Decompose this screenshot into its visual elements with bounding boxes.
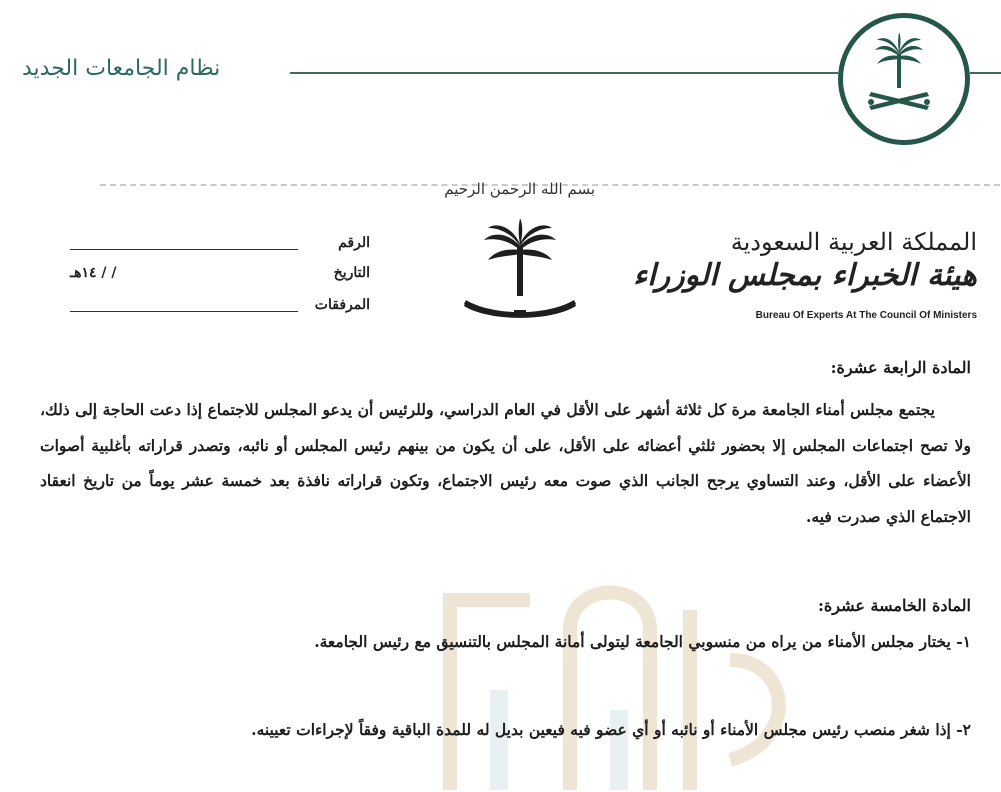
ref-date-value: / / ١٤هـ [70, 265, 117, 281]
ref-number-row [70, 235, 370, 257]
kingdom-name: المملكة العربية السعودية [730, 228, 977, 256]
palm-swords-emblem-icon [861, 32, 937, 116]
banner-divider-line [290, 72, 838, 74]
ref-attachments-label: المرفقات [314, 297, 370, 313]
bureau-name-arabic: هيئة الخبراء بمجلس الوزراء [633, 258, 977, 293]
ref-number-label: الرقم [338, 235, 370, 251]
emblem-badge [838, 13, 970, 145]
scanned-document [0, 140, 1001, 792]
document-banner [0, 0, 1001, 140]
ref-attachments-line [70, 311, 298, 312]
basmala-calligraphy: بسم الله الرحمن الرحيم [444, 180, 595, 198]
watermark-logo-icon [370, 540, 830, 792]
ref-date-row [70, 265, 370, 287]
article-14-text: يجتمع مجلس أمناء الجامعة مرة كل ثلاثة أشهر على الأقل في العام الدراسي، وللرئيس أن يدعو المجلس للاجتماع إذا دعت الحاجة إلى ذلك، ولا تصح اجتماعات المجلس إلا بحضور ثلثي أعضائه على الأقل، على أن يكون من بينهم رئيس المجلس أو نائبه، وتصدر قراراته بأغلبية أصوات الأعضاء على الأقل، وعند التساوي يرجح الجانب الذي صوت معه رئيس الاجتماع، وتكون قراراته نافذة بعد خمسة عشر يوماً من تاريخ انعقاد الاجتماع الذي صدرت فيه. [40, 400, 971, 526]
bureau-name-english: Bureau Of Experts At The Council Of Ministers [755, 310, 977, 321]
article-15-item-1: ١- يختار مجلس الأمناء من يراه من منسوبي الجامعة ليتولى أمانة المجلس بالتنسيق مع رئيس الجامعة. [314, 632, 971, 651]
article-15-title: المادة الخامسة عشرة: [818, 596, 971, 615]
ref-number-line [70, 249, 298, 250]
ref-attachments-row [70, 297, 370, 319]
article-15-item-2: ٢- إذا شغر منصب رئيس مجلس الأمناء أو نائبه أو أي عضو فيه فيعين بديل له للمدة الباقية وفقاً لإجراءات تعيينه. [251, 720, 971, 739]
banner-title: نظام الجامعات الجديد [22, 56, 221, 81]
banner-divider-line-right [970, 72, 1001, 74]
ref-date-label: التاريخ [333, 265, 370, 281]
article-14-title: المادة الرابعة عشرة: [830, 358, 971, 377]
palm-swords-emblem-icon [460, 218, 580, 328]
